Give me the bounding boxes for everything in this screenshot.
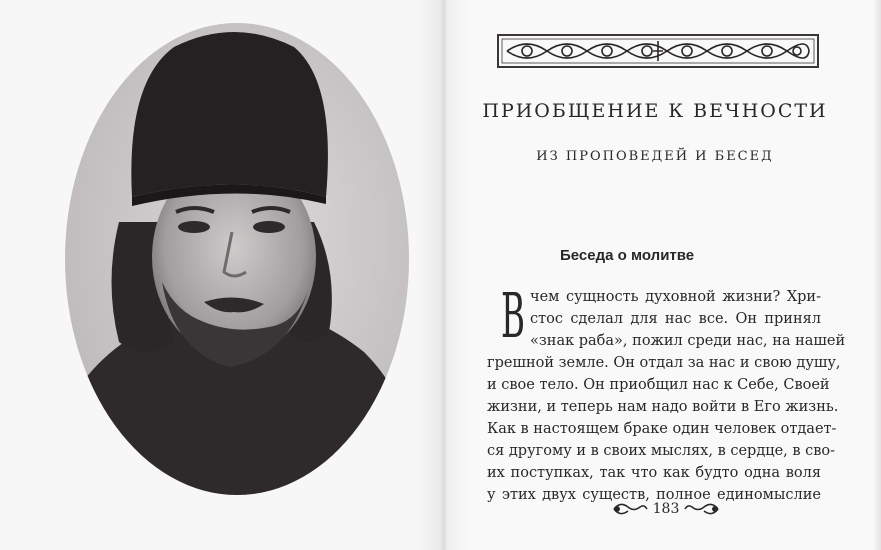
page-number: 183 bbox=[652, 501, 680, 517]
scroll-flourish-left-icon bbox=[614, 504, 647, 513]
page-subtitle: ИЗ ПРОПОВЕДЕЙ И БЕСЕД bbox=[536, 149, 774, 164]
body-line: ся другому и в своих мыслях, в сердце, в сво- bbox=[487, 443, 836, 459]
body-line: чем сущность духовной жизни? Хри- bbox=[530, 289, 821, 305]
body-line: жизни, и теперь нам надо войти в Его жизнь. bbox=[487, 399, 839, 415]
body-line: и свое тело. Он приобщил нас к Себе, Своей bbox=[487, 377, 830, 393]
body-line: грешной земле. Он отдал за нас и свою душу, bbox=[487, 355, 841, 371]
section-heading: Беседа о молитве bbox=[560, 247, 695, 264]
drop-cap-letter: В bbox=[501, 279, 525, 352]
body-line: Как в настоящем браке один человек отдает- bbox=[487, 421, 837, 437]
portrait-photo bbox=[64, 22, 410, 496]
body-line: «знак раба», пожил среди нас, на нашей bbox=[530, 333, 846, 349]
floral-ornament-band-icon bbox=[497, 33, 819, 69]
scroll-flourish-right-icon bbox=[685, 504, 718, 513]
body-line: у этих двух существ, полное единомыслие bbox=[487, 487, 821, 503]
left-page bbox=[0, 0, 440, 550]
body-line: стос сделал для нас все. Он принял bbox=[530, 311, 821, 327]
book-gutter-shadow bbox=[415, 0, 470, 550]
page-edge bbox=[873, 0, 881, 550]
drop-cap bbox=[501, 279, 525, 352]
page-title: ПРИОБЩЕНИЕ К ВЕЧНОСТИ bbox=[482, 100, 828, 122]
body-line: их поступках, так что как будто одна воля bbox=[487, 465, 821, 481]
